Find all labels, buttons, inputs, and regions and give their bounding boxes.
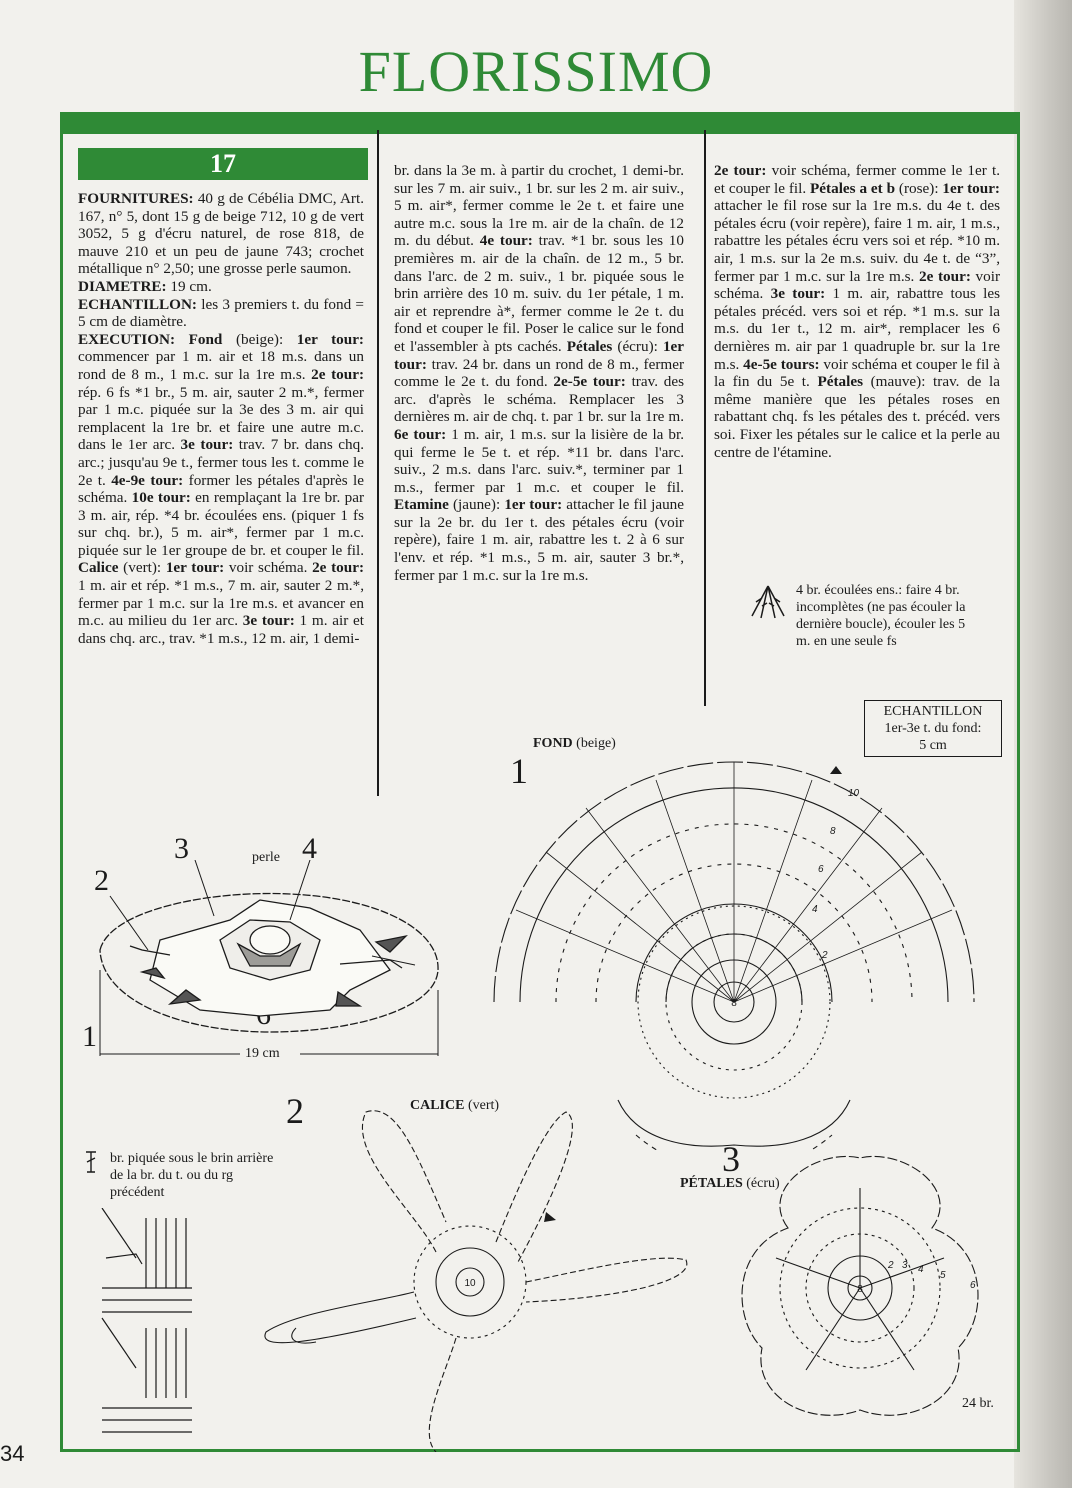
- heading: Pétales a et b: [810, 179, 896, 197]
- diagram-2-number: 2: [286, 1091, 304, 1131]
- text: voir schéma.: [224, 559, 313, 577]
- assembly-number-3: 3: [174, 832, 189, 865]
- text: (jaune):: [448, 496, 505, 514]
- heading: 2e tour:: [714, 162, 767, 179]
- row-number: 2: [822, 950, 828, 961]
- echantillon-paragraph: [78, 296, 364, 331]
- petales-crochet-chart: [718, 1148, 1008, 1428]
- row-number: 4: [812, 904, 818, 915]
- assembly-drawing: [90, 860, 450, 1060]
- text: former les pétales d'après le schéma.: [78, 471, 364, 507]
- heading: 2e tour:: [312, 559, 364, 577]
- row-number: 6: [818, 864, 824, 875]
- ring-label: 8: [857, 1284, 863, 1295]
- text: (beige): [572, 736, 616, 751]
- assembly-number-2: 2: [94, 864, 109, 897]
- text: voir schéma.: [714, 267, 1001, 303]
- heading: Etamine: [394, 496, 449, 514]
- perle-label: perle: [252, 850, 280, 865]
- echantillon-title: ECHANTILLON: [883, 704, 983, 719]
- text: 1 m. air et dans chq. arc., trav. *1 m.s., 12 m. air, 1 demi-: [78, 612, 364, 647]
- assembly-number-4: 4: [302, 832, 317, 865]
- calice-petales-paragraph: [394, 162, 684, 584]
- heading: Pétales: [817, 373, 863, 391]
- echantillon-line: 1er-3e t. du fond:: [884, 721, 982, 736]
- text: 1 m. air, rabattre tous les pétales précéd. vers soi et rép. *1 m.s. sur la m.s. du 1er t., 12 m. air*, remplacer les 6 dernières m. air par 1 quadruple br. sur la 1re m.s.: [714, 285, 1001, 373]
- back-loop-stitch-symbol: [84, 1150, 98, 1174]
- text: (vert): [464, 1098, 500, 1113]
- text: (écru): [742, 1176, 780, 1191]
- heading: 4e tour:: [479, 232, 533, 250]
- heading: 1er tour:: [942, 179, 1000, 197]
- text: 1 m. air, 1 m.s. sur la lisière de la br. qui ferme le 5e t. et rép. *11 br. dans l'arc. suiv., 2 m.s. dans l'arc. suiv.*, terminer par 1 m.s., fermer par 1 m.c. et couper le fil.: [394, 425, 685, 496]
- text: en remplaçant la 1re br. par 3 m. air, rép. *4 br. écoulées ens. (piquer 1 fs sur chq. br.), 5 m. air*, fermer par 1 m.c. piquée sur le 1er groupe de br. et couper le fil.: [78, 489, 364, 559]
- text: (rose):: [895, 179, 943, 197]
- calice-crochet-chart: [256, 1092, 696, 1452]
- text: (écru):: [612, 337, 663, 355]
- heading: FOURNITURES:: [78, 190, 194, 207]
- heading: 2e-5e tour:: [553, 373, 626, 391]
- text: attacher le fil rose sur la 1re m.s. du 4e t. des pétales écru (voir repère), faire 1 m. air, 1 m.s., rabattre les pétales écru vers soi et rép. *10 m. air, 1 m.s. sur la 2e m.s. suiv. du 4e t. de “3”, fermer par 1 m.c. sur la 1re m.s.: [714, 197, 1000, 285]
- text: commencer par 1 m. air et 18 m.s. dans un rond de 8 m., 1 m.c. sur la 1re m.s.: [78, 348, 364, 383]
- text: trav. des arc. d'après le schéma. Remplacer les 3 dernières m. air de chq. t. par 1 br. sur la 1re m.: [394, 373, 685, 426]
- column-3: [714, 162, 1000, 461]
- row-number: 10: [848, 788, 860, 799]
- marker-icon: [544, 1212, 556, 1222]
- text: trav. 7 br. dans chq. arc.; jusqu'au 9e t., fermer tous les t. comme le 2e t.: [78, 436, 364, 489]
- heading: 3e tour:: [180, 436, 234, 454]
- heading: 1er tour:: [296, 330, 364, 348]
- text: voir schéma et couper le fil à la fin du 5e t.: [714, 355, 1000, 391]
- heading: 3e tour:: [242, 612, 295, 630]
- text: 40 g de Cébélia DMC, Art. 167, n° 5, dont 15 g de beige 712, 10 g de vert 3052, 5 g d'écru naturel, de rose 818, de mauve 210 et un peu de jaune 743; crochet métallique n° 2,50; une grosse perle saumon.: [78, 190, 364, 278]
- page-number: 34: [0, 1441, 25, 1466]
- heading: DIAMETRE:: [78, 277, 167, 295]
- text: trav. *1 br. sous les 10 premières m. air de la chaîn. de 12 m., 5 br. dans l'arc. de 2 m. suiv., 1 br. piquée sous le brin arrière des 10 m. suiv. du 1er pétale, 1 m. air et reprendre à*, fermer comme le 2e t. du fond et couper le fil. Poser le calice sur le fond et l'assembler à pts cachés.: [394, 232, 684, 355]
- row-number: 5: [940, 1270, 946, 1281]
- diagram-1-number: 1: [510, 751, 528, 791]
- page-title: FLORISSIMO: [358, 39, 714, 104]
- text: 1 m. air et rép. *1 m.s., 7 m. air, sauter 2 m.*, fermer par 1 m.c. sur la 1re m.s. et avancer en m.c. au milieu du 1er arc.: [78, 577, 364, 630]
- column-divider: [377, 130, 379, 796]
- execution-paragraph: [78, 331, 364, 648]
- heading: 6e tour:: [394, 425, 447, 443]
- column-divider: [704, 130, 706, 706]
- legend-back-loop-text: br. piquée sous le brin arrière de la br. du t. ou du rg précédent: [110, 1151, 274, 1200]
- row-number: 6: [970, 1280, 976, 1291]
- heading: 1er tour:: [394, 337, 685, 373]
- heading: ECHANTILLON:: [78, 295, 197, 313]
- heading: Calice: [78, 559, 119, 577]
- heading: 2e tour:: [311, 365, 365, 383]
- text: (beige):: [222, 330, 297, 348]
- heading: 4e-9e tour:: [111, 471, 184, 489]
- assembly-number-1: 1: [82, 1020, 97, 1053]
- heading: EXECUTION: Fond: [78, 330, 223, 348]
- heading: 1er tour:: [165, 559, 225, 577]
- heading: 3e tour:: [770, 285, 826, 303]
- heading: 2e tour:: [919, 267, 971, 285]
- row-number: 2: [888, 1260, 894, 1271]
- text: br. dans la 3e m. à partir du crochet, 1 demi-br. sur les 7 m. air suiv., 1 br. sur les 2 m. air suiv., 5 m. air*, fermer comme le 2e t. et faire une autre m.c. sous la 1re m. air de la chaîn. de 12 m. du début.: [394, 162, 684, 250]
- text: 19 cm.: [166, 277, 212, 295]
- fond-crochet-chart: [486, 740, 986, 1150]
- text: attacher le fil jaune sur la 2e br. du 1er t. des pétales écru (voir repère), faire 1 m. air, rabattre les t. 2 à 6 sur l'env. et rép. *1 m.s., 5 m. air, sauter 3 br.*, fermer par 1 m.c. sur la 1re m.s.: [394, 496, 685, 584]
- legend-decrease-text: 4 br. écoulées ens.: faire 4 br. incomplètes (ne pas écouler la dernière boucle), écouler les 5 m. en une seule fs: [796, 583, 966, 649]
- row-number: 3: [902, 1260, 908, 1271]
- heading: 10e tour:: [131, 489, 191, 507]
- dimension-label: 19 cm: [242, 1046, 283, 1062]
- petales-paragraph: [714, 162, 1000, 461]
- column-1: [78, 190, 364, 647]
- text: voir schéma, fermer comme le 1er t. et couper le fil.: [714, 162, 1001, 197]
- heading: 1er tour:: [504, 496, 563, 514]
- ring-label: 8: [731, 998, 737, 1009]
- heading: CALICE: [410, 1098, 465, 1113]
- text: rép. 6 fs *1 br., 5 m. air, sauter 2 m.*, fermer par 1 m.c. piquée sur la 3e des 3 m. air qui remplacent la 1re br. et faire une autre m.c. dans le 1er arc.: [78, 383, 364, 454]
- ring-label: 10: [464, 1278, 476, 1289]
- heading: PÉTALES: [680, 1176, 743, 1191]
- echantillon-size: 5 cm: [919, 738, 947, 753]
- stitch-illustration: [96, 1208, 196, 1438]
- text: trav. 24 br. dans un rond de 8 m., fermer comme le 2e t. du fond.: [394, 355, 684, 391]
- diametre-paragraph: [78, 278, 364, 296]
- decrease-stitch-symbol: [748, 584, 788, 620]
- heading: FOND: [533, 736, 573, 751]
- column-2: [394, 162, 684, 584]
- pattern-number-badge: 17: [78, 148, 368, 180]
- fournitures-paragraph: [78, 190, 364, 278]
- marker-icon: [830, 766, 842, 774]
- row-number: 4: [918, 1264, 924, 1275]
- diagram-3-number: 3: [722, 1139, 740, 1179]
- book-spine: [1014, 0, 1072, 1488]
- stitch-count-label: 24 br.: [962, 1396, 994, 1411]
- heading: Pétales: [566, 337, 613, 355]
- text: les 3 premiers t. du fond = 5 cm de diamètre.: [78, 295, 364, 331]
- text: (mauve): trav. de la même manière que les pétales roses en rabattant chq. fs les pétales des t. précéd. vers soi. Fixer les pétales sur le calice et la perle au centre de l'étamine.: [714, 373, 1000, 461]
- heading: 4e-5e tours:: [743, 355, 820, 373]
- row-number: 8: [830, 826, 836, 837]
- text: (vert):: [118, 559, 166, 577]
